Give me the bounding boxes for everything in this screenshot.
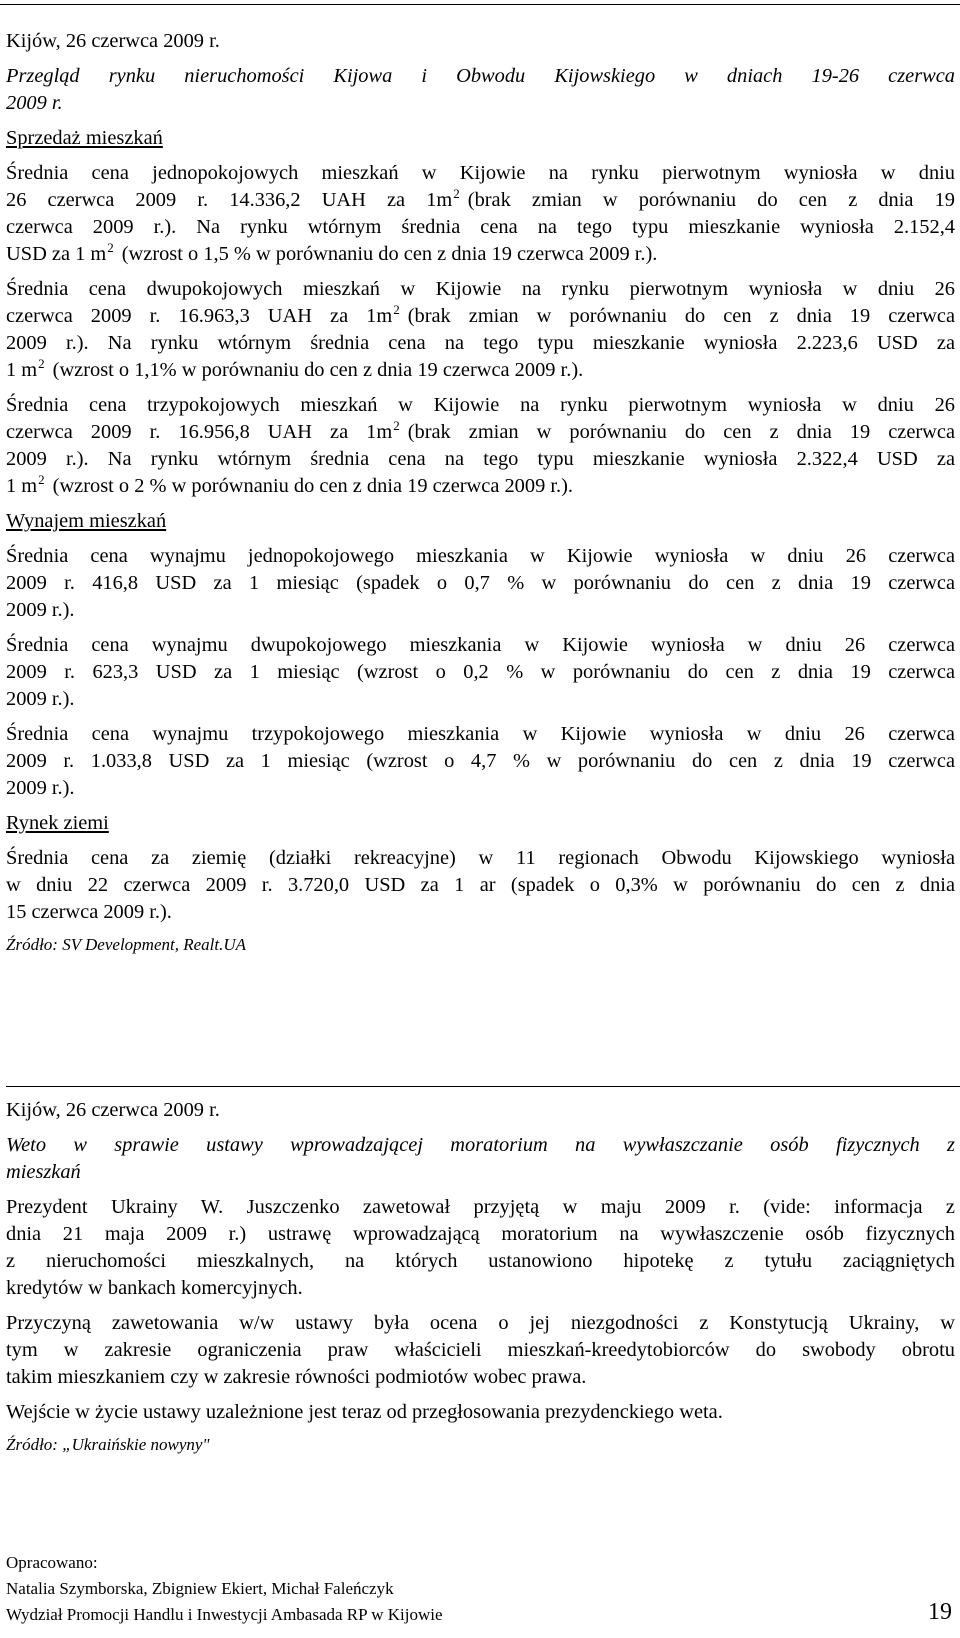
paragraph-land-price bbox=[6, 845, 955, 926]
article-title-line: mieszkań bbox=[6, 1161, 81, 1183]
text-line: Średnia cena za ziemię (działki rekreacyjne) w 11 regionach Obwodu Kijowskiego wyniosła bbox=[6, 847, 955, 869]
section-heading-land: Rynek ziemi bbox=[6, 812, 109, 834]
text-line: Wejście w życie ustawy uzależnione jest teraz od przegłosowania prezydenckiego weta. bbox=[6, 1401, 723, 1423]
text-line: 2009 r.). Na rynku wtórnym średnia cena na tego typu mieszkanie wyniosła 2.223,6 USD za bbox=[6, 332, 955, 354]
footer bbox=[6, 1550, 955, 1628]
text-line: 1 $m^2$ (wzrost o 1,1% w porównaniu do cen z dnia 19 czerwca 2009 r.). bbox=[6, 356, 584, 381]
text-line: 2009 r. 1.033,8 USD za 1 miesiąc (wzrost o 4,7 % w porównaniu do cen z dnia 19 czerwca bbox=[6, 750, 955, 772]
footer-authors: Natalia Szymborska, Zbigniew Ekiert, Michał Faleńczyk bbox=[6, 1579, 394, 1598]
text-line: Średnia cena wynajmu trzypokojowego mieszkania w Kijowie wyniosła w dniu 26 czerwca bbox=[6, 723, 955, 745]
paragraph-three-room-rent bbox=[6, 721, 955, 802]
footer-label: Opracowano: bbox=[6, 1553, 98, 1572]
paragraph-veto bbox=[6, 1194, 955, 1302]
text-line: czerwca 2009 r. 16.956,8 UAH za $1m^2$ (brak zmian w porównaniu do cen z dnia 19 czerwca bbox=[6, 418, 955, 443]
text-line: 2009 r.). Na rynku wtórnym średnia cena na tego typu mieszkanie wyniosła 2.322,4 USD za bbox=[6, 448, 955, 470]
text-line: Średnia cena wynajmu dwupokojowego mieszkania w Kijowie wyniosła w dniu 26 czerwca bbox=[6, 634, 955, 656]
text-line: czerwca 2009 r. 16.963,3 UAH za $1m^2$ (brak zmian w porównaniu do cen z dnia 19 czerwca bbox=[6, 302, 955, 327]
text-line: 2009 r.). bbox=[6, 599, 75, 621]
text-line: takim mieszkaniem czy w zakresie równości podmiotów wobec prawa. bbox=[6, 1366, 587, 1388]
article-title-line: Weto w sprawie ustawy wprowadzającej moratorium na wywłaszczanie osób fizycznych z bbox=[6, 1134, 955, 1156]
text-line: czerwca 2009 r.). Na rynku wtórnym średnia cena na tego typu mieszkanie wyniosła 2.152,4 bbox=[6, 216, 955, 238]
top-divider bbox=[0, 4, 960, 5]
article-real-estate-review bbox=[6, 28, 955, 956]
article-title-line: 2009 r. bbox=[6, 92, 63, 114]
text-line: Średnia cena jednopokojowych mieszkań w Kijowie na rynku pierwotnym wyniosła w dniu bbox=[6, 162, 955, 184]
text-line: Prezydent Ukrainy W. Juszczenko zawetował przyjętą w maju 2009 r. (vide: informacja z bbox=[6, 1196, 955, 1218]
page-number: 19 bbox=[928, 1599, 952, 1625]
text-line: tym w zakresie ograniczenia praw właścicieli mieszkań-kreedytobiorców do swobody obrotu bbox=[6, 1339, 955, 1361]
section-heading-rentals: Wynajem mieszkań bbox=[6, 510, 167, 532]
paragraph-two-room-rent bbox=[6, 632, 955, 713]
text-line: 2009 r.). bbox=[6, 688, 75, 710]
text-line: dnia 21 maja 2009 r.) ustrawę wprowadzającą moratorium na wywłaszczenie osób fizycznych bbox=[6, 1223, 955, 1245]
text-line: 1 $m^2$ (wzrost o 2 % w porównaniu do cen z dnia 19 czerwca 2009 r.). bbox=[6, 472, 574, 497]
text-line: Średnia cena trzypokojowych mieszkań w Kijowie na rynku pierwotnym wyniosła w dniu 26 bbox=[6, 394, 955, 416]
source-note: Źródło: „Ukraińskie nowyny" bbox=[6, 1435, 210, 1454]
article-moratorium-veto bbox=[6, 1097, 955, 1456]
text-line: 2009 r. 623,3 USD za 1 miesiąc (wzrost o 0,2 % w porównaniu do cen z dnia 19 czerwca bbox=[6, 661, 955, 683]
text-line: Przyczyną zawetowania w/w ustawy była ocena o jej niezgodności z Konstytucją Ukrainy, w bbox=[6, 1312, 955, 1334]
text-line: USD za 1 $m^2$ (wzrost o 1,5 % w porównaniu do cen z dnia 19 czerwca 2009 r.). bbox=[6, 240, 658, 265]
text-line: w dniu 22 czerwca 2009 r. 3.720,0 USD za 1 ar (spadek o 0,3% w porównaniu do cen z dnia bbox=[6, 874, 955, 896]
text-line: 2009 r. 416,8 USD za 1 miesiąc (spadek o 0,7 % w porównaniu do cen z dnia 19 czerwca bbox=[6, 572, 955, 594]
text-line: kredytów w bankach komercyjnych. bbox=[6, 1277, 303, 1299]
text-line: 15 czerwca 2009 r.). bbox=[6, 901, 172, 923]
text-line: Średnia cena dwupokojowych mieszkań w Kijowie na rynku pierwotnym wyniosła w dniu 26 bbox=[6, 278, 955, 300]
text-line: 26 czerwca 2009 r. 14.336,2 UAH za $1m^2$ (brak zmian w porównaniu do cen z dnia 19 bbox=[6, 186, 955, 211]
dateline: Kijów, 26 czerwca 2009 r. bbox=[6, 1099, 220, 1121]
article-title-line: Przegląd rynku nieruchomości Kijowa i Obwodu Kijowskiego w dniach 19-26 czerwca bbox=[6, 65, 955, 87]
text-line: Średnia cena wynajmu jednopokojowego mieszkania w Kijowie wyniosła w dniu 26 czerwca bbox=[6, 545, 955, 567]
text-line: 2009 r.). bbox=[6, 777, 75, 799]
paragraph-two-room-sales bbox=[6, 276, 955, 384]
dateline: Kijów, 26 czerwca 2009 r. bbox=[6, 30, 220, 52]
paragraph-one-room-rent bbox=[6, 543, 955, 624]
paragraph-three-room-sales bbox=[6, 392, 955, 500]
paragraph-entry-into-force bbox=[6, 1399, 955, 1426]
article-divider bbox=[6, 1086, 960, 1087]
text-line: z nieruchomości mieszkalnych, na których ustanowiono hipotekę z tytułu zaciągniętych bbox=[6, 1250, 955, 1272]
paragraph-one-room-sales bbox=[6, 160, 955, 268]
section-heading-sales: Sprzedaż mieszkań bbox=[6, 127, 163, 149]
footer-department: Wydział Promocji Handlu i Inwestycji Ambasada RP w Kijowie bbox=[6, 1605, 443, 1624]
paragraph-reason bbox=[6, 1310, 955, 1391]
source-note: Źródło: SV Development, Realt.UA bbox=[6, 935, 247, 954]
